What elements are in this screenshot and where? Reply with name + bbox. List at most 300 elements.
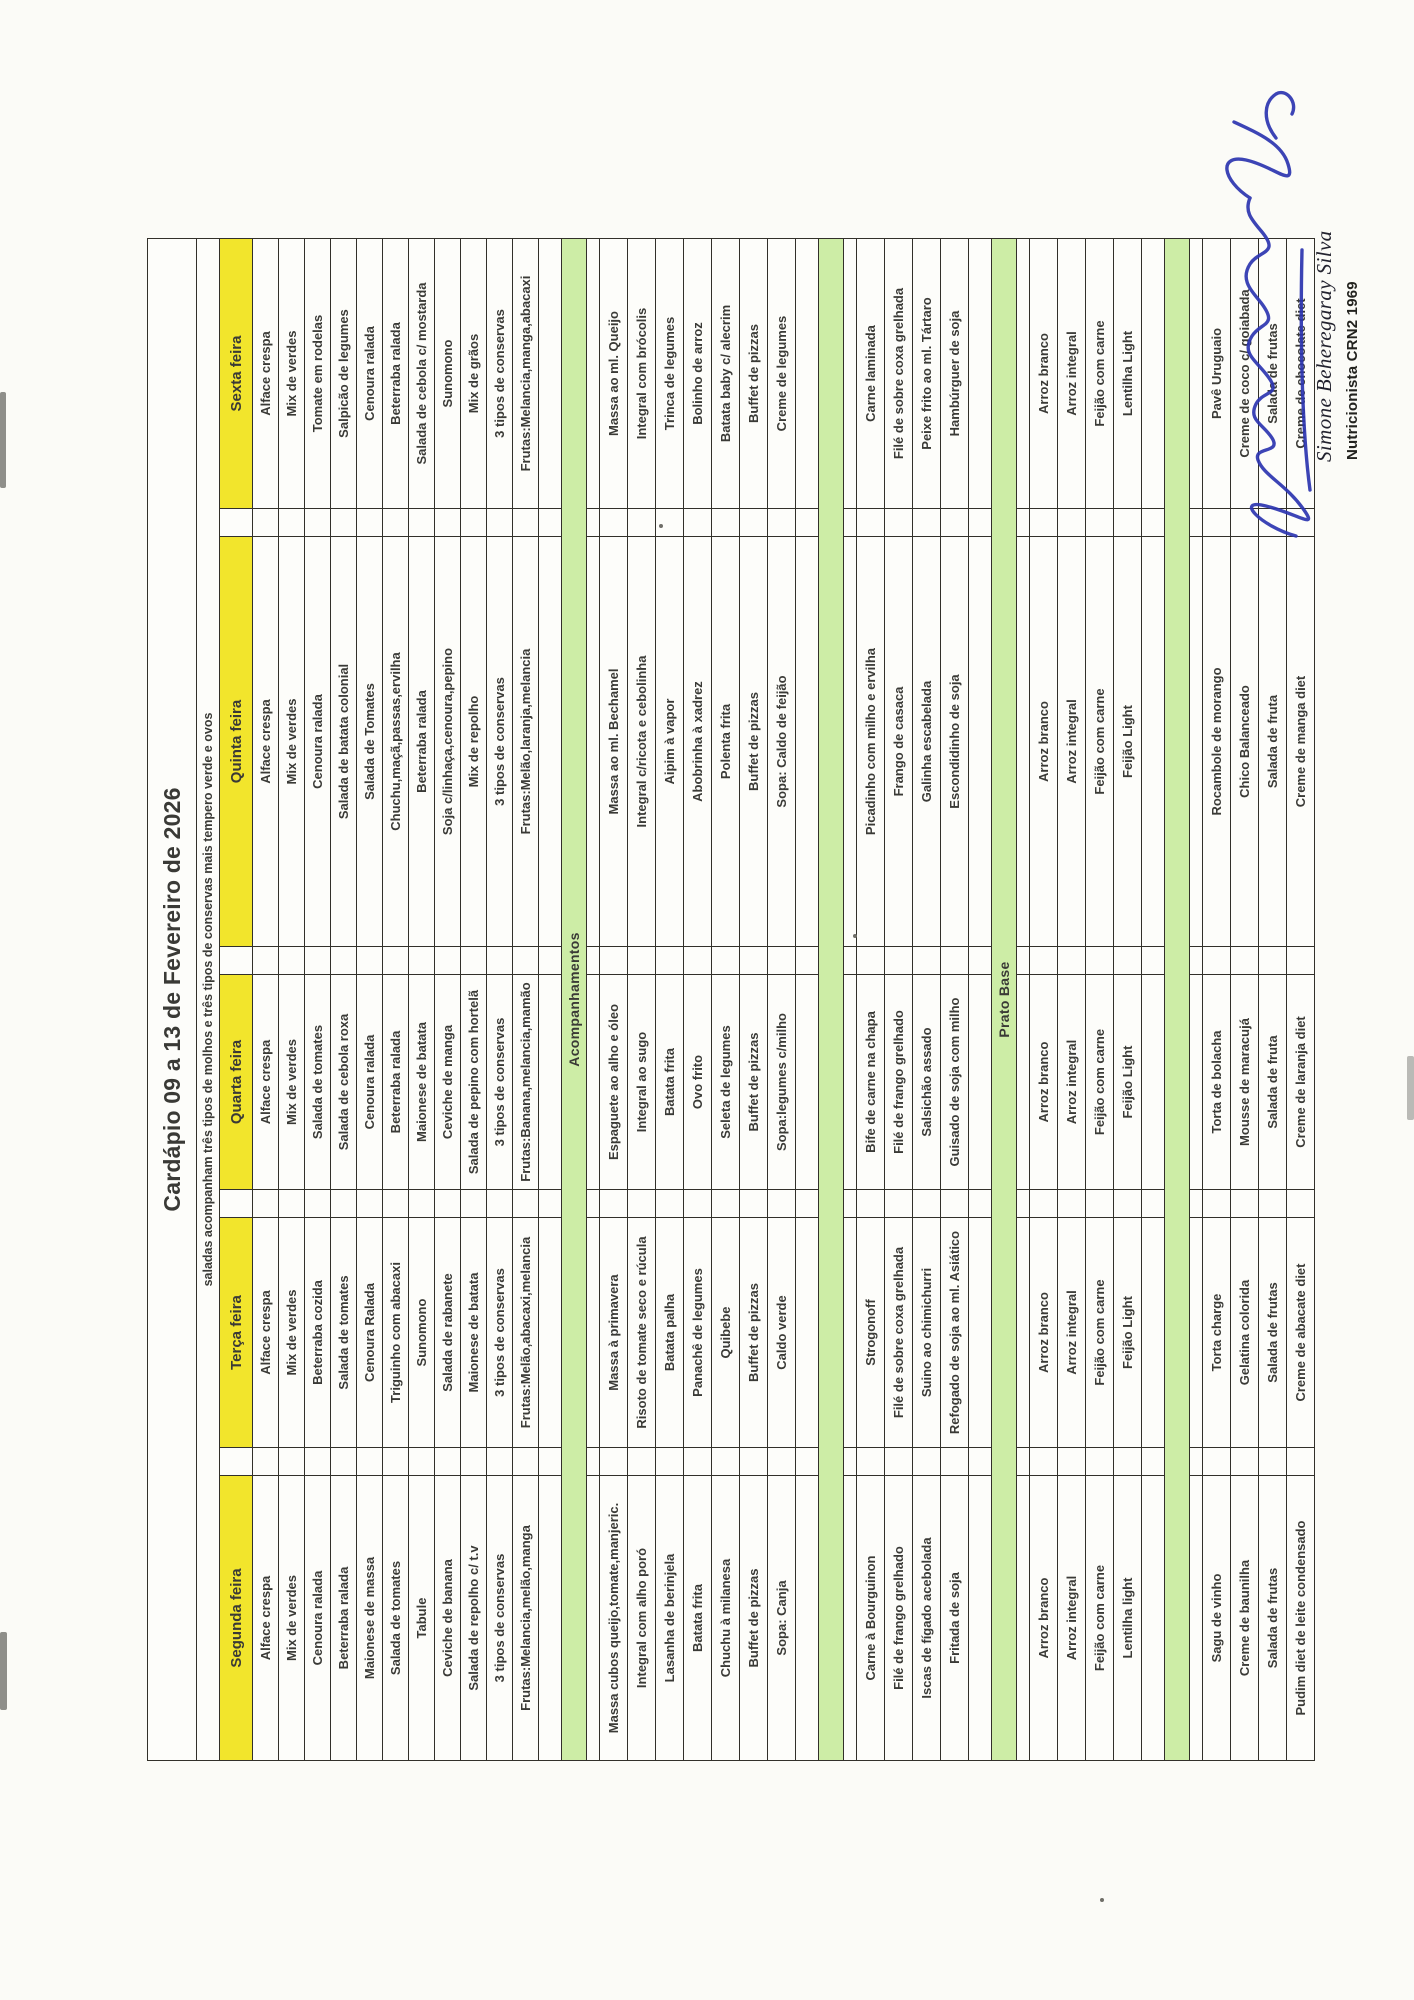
menu-cell-sobremesas: Salada de fruta xyxy=(1259,975,1287,1190)
column-separator xyxy=(357,509,383,537)
menu-cell-base: Feijão com carne xyxy=(1086,537,1114,947)
column-separator xyxy=(1017,947,1030,975)
column-separator xyxy=(383,509,409,537)
empty-cell xyxy=(844,1218,857,1448)
column-separator xyxy=(1086,1190,1114,1218)
column-separator xyxy=(305,947,331,975)
column-separator xyxy=(587,509,600,537)
menu-cell-salads: Mix de repolho xyxy=(461,537,487,947)
column-separator xyxy=(279,947,305,975)
column-separator xyxy=(712,509,740,537)
menu-cell-salads: Sunomono xyxy=(435,239,461,509)
menu-cell-acompanhamentos: Seleta de legumes xyxy=(712,975,740,1190)
column-separator xyxy=(461,1448,487,1476)
empty-cell xyxy=(587,1476,600,1761)
menu-cell-salads: Beterraba ralada xyxy=(409,537,435,947)
column-separator xyxy=(796,1190,819,1218)
column-separator xyxy=(844,1448,857,1476)
empty-cell xyxy=(1017,975,1030,1190)
menu-cell-salads: Salada de tomates xyxy=(383,1476,409,1761)
column-separator xyxy=(768,947,796,975)
menu-cell-acompanhamentos: Batata frita xyxy=(684,1476,712,1761)
column-separator xyxy=(628,1190,656,1218)
empty-cell xyxy=(1142,239,1165,509)
day-header-quarta: Quarta feira xyxy=(220,975,253,1190)
menu-cell-base: Feijão Light xyxy=(1114,1218,1142,1448)
column-separator xyxy=(513,1190,539,1218)
empty-cell xyxy=(539,975,562,1190)
column-separator xyxy=(913,947,941,975)
scan-speck xyxy=(659,524,663,528)
column-separator xyxy=(656,1190,684,1218)
empty-cell xyxy=(1017,1218,1030,1448)
empty-cell xyxy=(539,239,562,509)
column-separator xyxy=(1114,947,1142,975)
column-separator xyxy=(587,1448,600,1476)
empty-cell xyxy=(587,239,600,509)
column-separator xyxy=(253,947,279,975)
menu-cell-acompanhamentos: Chuchu à milanesa xyxy=(712,1476,740,1761)
column-separator xyxy=(253,509,279,537)
column-separator xyxy=(1030,947,1058,975)
menu-cell-pratos: Filé de sobre coxa grelhada xyxy=(885,239,913,509)
column-separator xyxy=(220,509,253,537)
menu-cell-pratos: Filé de frango grelhado xyxy=(885,975,913,1190)
column-separator xyxy=(305,1448,331,1476)
column-separator xyxy=(487,1448,513,1476)
menu-cell-salads: Frutas:Melão,laranja,melancia xyxy=(513,537,539,947)
menu-cell-base: Arroz branco xyxy=(1030,1476,1058,1761)
menu-cell-salads: Tabule xyxy=(409,1476,435,1761)
menu-cell-base: Lentilha light xyxy=(1114,1476,1142,1761)
column-separator xyxy=(1086,947,1114,975)
menu-cell-salads: Beterraba ralada xyxy=(331,1476,357,1761)
column-separator xyxy=(331,1190,357,1218)
column-separator xyxy=(684,1190,712,1218)
column-separator xyxy=(969,1448,992,1476)
column-separator xyxy=(1203,1190,1231,1218)
menu-cell-base: Lentilha Light xyxy=(1114,239,1142,509)
column-separator xyxy=(1231,1190,1259,1218)
menu-cell-pratos: Frango de casaca xyxy=(885,537,913,947)
menu-cell-acompanhamentos: Bolinho de arroz xyxy=(684,239,712,509)
empty-cell xyxy=(969,239,992,509)
column-separator xyxy=(628,509,656,537)
column-separator xyxy=(1190,1190,1203,1218)
empty-cell xyxy=(844,239,857,509)
menu-cell-acompanhamentos: Caldo verde xyxy=(768,1218,796,1448)
column-separator xyxy=(1287,509,1315,537)
column-separator xyxy=(435,1448,461,1476)
menu-cell-pratos: Fritada de soja xyxy=(941,1476,969,1761)
column-separator xyxy=(857,947,885,975)
menu-cell-acompanhamentos: Sopa:legumes c/milho xyxy=(768,975,796,1190)
column-separator xyxy=(331,509,357,537)
column-separator xyxy=(1086,1448,1114,1476)
menu-cell-salads: 3 tipos de conservas xyxy=(487,1218,513,1448)
menu-cell-base: Feijão com carne xyxy=(1086,975,1114,1190)
empty-cell xyxy=(796,1218,819,1448)
menu-cell-salads: Cenoura ralada xyxy=(357,239,383,509)
column-separator xyxy=(1259,947,1287,975)
menu-cell-acompanhamentos: Massa à primavera xyxy=(600,1218,628,1448)
nutritionist-credentials: Nutricionista CRN2 1969 xyxy=(1344,281,1361,460)
section-banner-prato_base: Prato Base xyxy=(992,239,1017,1761)
menu-cell-pratos: Iscas de fígado acebolada xyxy=(913,1476,941,1761)
menu-table-body xyxy=(253,239,1315,1761)
column-separator xyxy=(885,1448,913,1476)
menu-cell-pratos: Guisado de soja com milho xyxy=(941,975,969,1190)
column-separator xyxy=(279,1448,305,1476)
menu-title: Cardápio 09 a 13 de Fevereiro de 2026 xyxy=(148,239,197,1761)
menu-cell-salads: Salada de pepino com hortelã xyxy=(461,975,487,1190)
empty-cell xyxy=(969,1476,992,1761)
menu-cell-salads: Tomate em rodelas xyxy=(305,239,331,509)
menu-cell-pratos: Filé de frango grelhado xyxy=(885,1476,913,1761)
column-separator xyxy=(1287,1448,1315,1476)
scan-edge-artifact xyxy=(0,1632,7,1710)
menu-cell-salads: Mix de verdes xyxy=(279,975,305,1190)
empty-cell xyxy=(1190,1218,1203,1448)
menu-cell-salads: Alface crespa xyxy=(253,239,279,509)
empty-cell xyxy=(969,975,992,1190)
column-separator xyxy=(1203,947,1231,975)
menu-cell-salads: Ceviche de banana xyxy=(435,1476,461,1761)
column-separator xyxy=(487,947,513,975)
menu-cell-acompanhamentos: Polenta frita xyxy=(712,537,740,947)
menu-cell-salads: Alface crespa xyxy=(253,537,279,947)
column-separator xyxy=(513,1448,539,1476)
menu-cell-acompanhamentos: Integral c/ricota e cebolinha xyxy=(628,537,656,947)
column-separator xyxy=(1259,1448,1287,1476)
column-separator xyxy=(1017,509,1030,537)
empty-cell xyxy=(539,1476,562,1761)
column-separator xyxy=(656,947,684,975)
column-separator xyxy=(435,1190,461,1218)
column-separator xyxy=(279,509,305,537)
column-separator xyxy=(253,1448,279,1476)
column-separator xyxy=(253,1190,279,1218)
column-separator xyxy=(600,947,628,975)
menu-cell-base: Arroz integral xyxy=(1058,975,1086,1190)
column-separator xyxy=(383,1448,409,1476)
empty-cell xyxy=(796,537,819,947)
column-separator xyxy=(712,947,740,975)
menu-cell-salads: Triguinho com abacaxi xyxy=(383,1218,409,1448)
column-separator xyxy=(600,509,628,537)
column-separator xyxy=(409,509,435,537)
menu-cell-sobremesas: Pavê Uruguaio xyxy=(1203,239,1231,509)
menu-cell-acompanhamentos: Aipim à vapor xyxy=(656,537,684,947)
menu-cell-salads: Frutas:Melancia,melão,manga xyxy=(513,1476,539,1761)
column-separator xyxy=(1030,1448,1058,1476)
menu-cell-salads: Salada de cebola roxa xyxy=(331,975,357,1190)
menu-cell-acompanhamentos: Integral com brócolis xyxy=(628,239,656,509)
menu-cell-sobremesas: Torta de bolacha xyxy=(1203,975,1231,1190)
column-separator xyxy=(740,1448,768,1476)
empty-cell xyxy=(587,1218,600,1448)
empty-cell xyxy=(844,537,857,947)
column-separator xyxy=(656,1448,684,1476)
column-separator xyxy=(539,1448,562,1476)
menu-cell-acompanhamentos: Batata palha xyxy=(656,1218,684,1448)
column-separator xyxy=(969,509,992,537)
menu-cell-pratos: Refogado de soja ao ml. Asiático xyxy=(941,1218,969,1448)
column-separator xyxy=(1259,509,1287,537)
column-separator xyxy=(844,1190,857,1218)
column-separator xyxy=(768,1448,796,1476)
empty-cell xyxy=(796,239,819,509)
column-separator xyxy=(941,509,969,537)
empty-cell xyxy=(1190,239,1203,509)
column-separator xyxy=(740,947,768,975)
column-separator xyxy=(684,509,712,537)
menu-cell-base: Feijão Light xyxy=(1114,975,1142,1190)
empty-cell xyxy=(969,537,992,947)
column-separator xyxy=(383,1190,409,1218)
menu-cell-salads: Soja c/linhaça,cenoura,pepino xyxy=(435,537,461,947)
empty-cell xyxy=(1190,975,1203,1190)
menu-cell-acompanhamentos: Ovo frito xyxy=(684,975,712,1190)
column-separator xyxy=(941,1190,969,1218)
empty-cell xyxy=(1190,537,1203,947)
menu-cell-sobremesas: Creme de chocolate diet xyxy=(1287,239,1315,509)
empty-cell xyxy=(796,1476,819,1761)
column-separator xyxy=(844,509,857,537)
menu-cell-base: Feijão com carne xyxy=(1086,1218,1114,1448)
empty-cell xyxy=(796,975,819,1190)
column-separator xyxy=(600,1190,628,1218)
menu-cell-sobremesas: Creme de abacate diet xyxy=(1287,1218,1315,1448)
menu-cell-salads: Alface crespa xyxy=(253,1476,279,1761)
menu-cell-acompanhamentos: Espaguete ao alho e óleo xyxy=(600,975,628,1190)
menu-cell-sobremesas: Salada de frutas xyxy=(1259,1476,1287,1761)
column-separator xyxy=(684,947,712,975)
column-separator xyxy=(656,509,684,537)
column-separator xyxy=(1190,1448,1203,1476)
column-separator xyxy=(1259,1190,1287,1218)
menu-cell-sobremesas: Salada de frutas xyxy=(1259,239,1287,509)
column-separator xyxy=(435,509,461,537)
menu-cell-salads: Cenoura ralada xyxy=(305,537,331,947)
column-separator xyxy=(1203,509,1231,537)
column-separator xyxy=(539,947,562,975)
menu-cell-pratos: Carne laminada xyxy=(857,239,885,509)
column-separator xyxy=(857,1448,885,1476)
column-separator xyxy=(1190,509,1203,537)
menu-cell-salads: Salada de rabanete xyxy=(435,1218,461,1448)
column-separator xyxy=(796,509,819,537)
menu-cell-pratos: Peixe frito ao ml. Tártaro xyxy=(913,239,941,509)
section-banner-acompanhamentos: Acompanhamentos xyxy=(562,239,587,1761)
column-separator xyxy=(409,1448,435,1476)
column-separator xyxy=(844,947,857,975)
menu-cell-acompanhamentos: Batata baby c/ alecrim xyxy=(712,239,740,509)
menu-cell-acompanhamentos: Massa ao ml. Bechamel xyxy=(600,537,628,947)
menu-cell-acompanhamentos: Creme de legumes xyxy=(768,239,796,509)
menu-cell-sobremesas: Salada de fruta xyxy=(1259,537,1287,947)
column-separator xyxy=(461,1190,487,1218)
menu-cell-salads: Salada de batata colonial xyxy=(331,537,357,947)
menu-cell-pratos: Picadinho com milho e ervilha xyxy=(857,537,885,947)
column-separator xyxy=(513,509,539,537)
menu-cell-acompanhamentos: Massa cubos queijo,tomate,manjeric. xyxy=(600,1476,628,1761)
column-separator xyxy=(1058,509,1086,537)
section-banner xyxy=(819,239,844,1761)
column-separator xyxy=(357,947,383,975)
menu-cell-acompanhamentos: Batata frita xyxy=(656,975,684,1190)
menu-subtitle: saladas acompanham três tipos de molhos e três tipos de conservas mais tempero verde e ovos xyxy=(197,239,220,1761)
column-separator xyxy=(913,509,941,537)
menu-cell-pratos: Strogonoff xyxy=(857,1218,885,1448)
column-separator xyxy=(1086,509,1114,537)
column-separator xyxy=(1142,1448,1165,1476)
column-separator xyxy=(684,1448,712,1476)
scan-edge-artifact xyxy=(0,392,6,488)
empty-cell xyxy=(1190,1476,1203,1761)
menu-cell-base: Feijão Light xyxy=(1114,537,1142,947)
menu-cell-salads: Alface crespa xyxy=(253,975,279,1190)
column-separator xyxy=(1058,947,1086,975)
empty-cell xyxy=(1142,537,1165,947)
menu-cell-salads: Salpicão de legumes xyxy=(331,239,357,509)
menu-cell-pratos: Escondidinho de soja xyxy=(941,537,969,947)
nutritionist-name: Simone Beheregaray Silva xyxy=(1312,230,1336,462)
menu-cell-acompanhamentos: Integral ao sugo xyxy=(628,975,656,1190)
menu-cell-pratos: Hambúrguer de soja xyxy=(941,239,969,509)
column-separator xyxy=(279,1190,305,1218)
column-separator xyxy=(740,1190,768,1218)
column-separator xyxy=(1203,1448,1231,1476)
menu-cell-acompanhamentos: Abobrinha à xadrez xyxy=(684,537,712,947)
menu-cell-salads: 3 tipos de conservas xyxy=(487,239,513,509)
column-separator xyxy=(857,509,885,537)
column-separator xyxy=(357,1190,383,1218)
column-separator xyxy=(1114,509,1142,537)
column-separator xyxy=(1030,509,1058,537)
column-separator xyxy=(305,1190,331,1218)
menu-cell-salads: Mix de verdes xyxy=(279,239,305,509)
empty-cell xyxy=(1017,537,1030,947)
empty-cell xyxy=(844,1476,857,1761)
column-separator xyxy=(628,1448,656,1476)
menu-cell-salads: Salada de tomates xyxy=(331,1218,357,1448)
menu-table xyxy=(147,238,1315,1761)
menu-cell-sobremesas: Creme de manga diet xyxy=(1287,537,1315,947)
column-separator xyxy=(220,1448,253,1476)
column-separator xyxy=(409,1190,435,1218)
column-separator xyxy=(587,1190,600,1218)
column-separator xyxy=(913,1448,941,1476)
column-separator xyxy=(539,1190,562,1218)
column-separator xyxy=(768,509,796,537)
menu-cell-pratos: Carne à Bourguinon xyxy=(857,1476,885,1761)
column-separator xyxy=(587,947,600,975)
empty-cell xyxy=(1142,1218,1165,1448)
menu-cell-base: Arroz integral xyxy=(1058,1218,1086,1448)
column-separator xyxy=(305,509,331,537)
menu-cell-sobremesas: Gelatina colorida xyxy=(1231,1218,1259,1448)
menu-cell-salads: Salada de repolho c/ t.v xyxy=(461,1476,487,1761)
empty-cell xyxy=(1017,1476,1030,1761)
column-separator xyxy=(796,1448,819,1476)
day-header-quinta: Quinta feira xyxy=(220,537,253,947)
menu-cell-salads: Chuchu,maçã,passas,ervilha xyxy=(383,537,409,947)
menu-cell-acompanhamentos: Buffet de pizzas xyxy=(740,1476,768,1761)
menu-cell-pratos: Bife de carne na chapa xyxy=(857,975,885,1190)
column-separator xyxy=(220,947,253,975)
column-separator xyxy=(1058,1190,1086,1218)
column-separator xyxy=(461,509,487,537)
menu-cell-acompanhamentos: Quibebe xyxy=(712,1218,740,1448)
column-separator xyxy=(768,1190,796,1218)
column-separator xyxy=(1114,1448,1142,1476)
scan-speck xyxy=(853,934,857,938)
column-separator xyxy=(913,1190,941,1218)
menu-cell-salads: Salada de Tomates xyxy=(357,537,383,947)
column-separator xyxy=(383,947,409,975)
menu-cell-base: Arroz integral xyxy=(1058,239,1086,509)
menu-cell-salads: Frutas:Banana,melancia,mamão xyxy=(513,975,539,1190)
column-separator xyxy=(1114,1190,1142,1218)
menu-cell-pratos: Filé de sobre coxa grelhada xyxy=(885,1218,913,1448)
menu-cell-base: Feijão com carne xyxy=(1086,239,1114,509)
menu-cell-salads: Frutas:Melancia,manga,abacaxi xyxy=(513,239,539,509)
menu-cell-acompanhamentos: Sopa: Caldo de feijão xyxy=(768,537,796,947)
column-separator xyxy=(712,1448,740,1476)
column-separator xyxy=(1287,1190,1315,1218)
menu-cell-pratos: Salsichão assado xyxy=(913,975,941,1190)
menu-cell-salads: Mix de verdes xyxy=(279,1218,305,1448)
column-separator xyxy=(885,947,913,975)
section-banner xyxy=(1165,239,1190,1761)
menu-cell-base: Arroz integral xyxy=(1058,537,1086,947)
menu-cell-sobremesas: Creme de coco c/ goiabada xyxy=(1231,239,1259,509)
menu-cell-salads: Cenoura Ralada xyxy=(357,1218,383,1448)
column-separator xyxy=(331,1448,357,1476)
menu-cell-base: Arroz branco xyxy=(1030,537,1058,947)
menu-cell-acompanhamentos: Trinca de legumes xyxy=(656,239,684,509)
empty-cell xyxy=(1142,1476,1165,1761)
menu-cell-salads: Beterraba ralada xyxy=(383,239,409,509)
column-separator xyxy=(1231,1448,1259,1476)
menu-cell-acompanhamentos: Buffet de pizzas xyxy=(740,975,768,1190)
column-separator xyxy=(220,1190,253,1218)
column-separator xyxy=(1231,509,1259,537)
column-separator xyxy=(796,947,819,975)
column-separator xyxy=(885,1190,913,1218)
menu-cell-sobremesas: Rocambole de morango xyxy=(1203,537,1231,947)
column-separator xyxy=(1142,947,1165,975)
menu-cell-base: Arroz integral xyxy=(1058,1476,1086,1761)
empty-cell xyxy=(539,537,562,947)
column-separator xyxy=(357,1448,383,1476)
menu-cell-sobremesas: Pudim diet de leite condensado xyxy=(1287,1476,1315,1761)
column-separator xyxy=(941,1448,969,1476)
column-separator xyxy=(331,947,357,975)
menu-cell-sobremesas: Creme de baunilha xyxy=(1231,1476,1259,1761)
column-separator xyxy=(1142,509,1165,537)
day-header-terca: Terça feira xyxy=(220,1218,253,1448)
column-separator xyxy=(885,509,913,537)
empty-cell xyxy=(969,1218,992,1448)
menu-cell-acompanhamentos: Buffet de pizzas xyxy=(740,537,768,947)
menu-cell-acompanhamentos: Sopa: Canja xyxy=(768,1476,796,1761)
column-separator xyxy=(539,509,562,537)
menu-cell-sobremesas: Chico Balanceado xyxy=(1231,537,1259,947)
menu-cell-pratos: Galinha escabelada xyxy=(913,537,941,947)
menu-cell-salads: Cenoura ralada xyxy=(357,975,383,1190)
